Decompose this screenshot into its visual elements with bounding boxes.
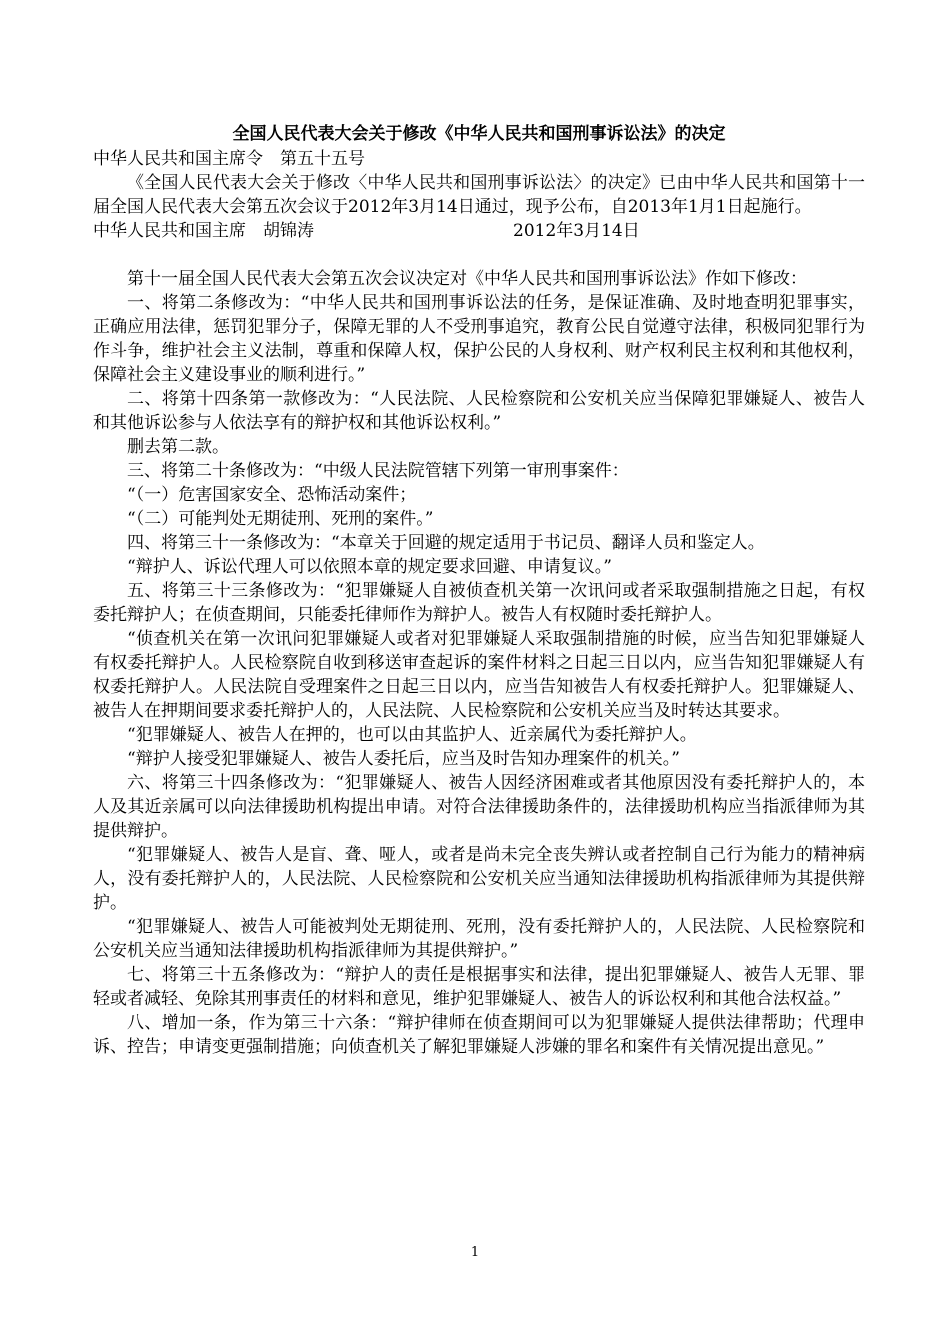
paragraph: 五、将第三十三条修改为：“犯罪嫌疑人自被侦查机关第一次讯问或者采取强制措施之日起，有权委托辩护人；在侦查期间，只能委托律师作为辩护人。被告人有权随时委托辩护人。 bbox=[93, 581, 865, 625]
signature-line bbox=[93, 219, 865, 243]
paragraph: 二、将第十四条第一款修改为：“人民法院、人民检察院和公安机关应当保障犯罪嫌疑人、被告人和其他诉讼参与人依法享有的辩护权和其他诉讼权利。” bbox=[93, 389, 865, 433]
document-body bbox=[93, 121, 865, 1059]
paragraph: “（一）危害国家安全、恐怖活动案件； bbox=[127, 485, 417, 505]
paragraph: 三、将第二十条修改为：“中级人民法院管辖下列第一审刑事案件： bbox=[127, 461, 629, 481]
paragraph: “辩护人接受犯罪嫌疑人、被告人委托后，应当及时告知办理案件的机关。” bbox=[127, 749, 680, 769]
announcement-paragraph: 《全国人民代表大会关于修改〈中华人民共和国刑事诉讼法〉的决定》已由中华人民共和国第十一届全国人民代表大会第五次会议于2012年3月14日通过，现予公布，自2013年1月1日起施行。 bbox=[93, 173, 865, 217]
page-number: 1 bbox=[470, 1245, 480, 1260]
paragraph: 八、增加一条，作为第三十六条：“辩护律师在侦查期间可以为犯罪嫌疑人提供法律帮助；代理申诉、控告；申请变更强制措施；向侦查机关了解犯罪嫌疑人涉嫌的罪名和案件有关情况提出意见。” bbox=[93, 1013, 865, 1057]
signature-name: 中华人民共和国主席 胡锦涛 bbox=[93, 221, 314, 241]
paragraph: 一、将第二条修改为：“中华人民共和国刑事诉讼法的任务，是保证准确、及时地查明犯罪事实，正确应用法律，惩罚犯罪分子，保障无罪的人不受刑事追究，教育公民自觉遵守法律，积极同犯罪行为作斗争，维护社会主义法制，尊重和保障人权，保护公民的人身权利、财产权利民主权利和其他权利，保障社会主义建设事业的顺利进行。” bbox=[93, 293, 865, 385]
paragraph: 第十一届全国人民代表大会第五次会议决定对《中华人民共和国刑事诉讼法》作如下修改： bbox=[127, 269, 807, 289]
paragraph: “侦查机关在第一次讯问犯罪嫌疑人或者对犯罪嫌疑人采取强制措施的时候，应当告知犯罪嫌疑人有权委托辩护人。人民检察院自收到移送审查起诉的案件材料之日起三日以内，应当告知犯罪嫌疑人有权委托辩护人。人民法院自受理案件之日起三日以内，应当告知被告人有权委托辩护人。犯罪嫌疑人、被告人在押期间要求委托辩护人的，人民法院、人民检察院和公安机关应当及时转达其要求。 bbox=[93, 629, 865, 721]
paragraph: “犯罪嫌疑人、被告人在押的，也可以由其监护人、近亲属代为委托辩护人。 bbox=[127, 725, 697, 745]
paragraph: “（二）可能判处无期徒刑、死刑的案件。” bbox=[127, 509, 434, 529]
signature-date: 2012年3月14日 bbox=[513, 221, 640, 241]
blank-line bbox=[93, 243, 865, 267]
paragraph: “犯罪嫌疑人、被告人是盲、聋、哑人，或者是尚未完全丧失辨认或者控制自己行为能力的精神病人，没有委托辩护人的，人民法院、人民检察院和公安机关应当通知法律援助机构指派律师为其提供辩护。 bbox=[93, 845, 865, 913]
paragraph: “辩护人、诉讼代理人可以依照本章的规定要求回避、申请复议。” bbox=[127, 557, 612, 577]
paragraph: 六、将第三十四条修改为：“犯罪嫌疑人、被告人因经济困难或者其他原因没有委托辩护人的，本人及其近亲属可以向法律援助机构提出申请。对符合法律援助条件的，法律援助机构应当指派律师为其提供辩护。 bbox=[93, 773, 865, 841]
paragraph: 七、将第三十五条修改为：“辩护人的责任是根据事实和法律，提出犯罪嫌疑人、被告人无罪、罪轻或者减轻、免除其刑事责任的材料和意见，维护犯罪嫌疑人、被告人的诉讼权利和其他合法权益。” bbox=[93, 965, 865, 1009]
paragraph: 删去第二款。 bbox=[127, 437, 229, 457]
decree-line: 中华人民共和国主席令 第五十五号 bbox=[93, 149, 365, 169]
paragraph: “犯罪嫌疑人、被告人可能被判处无期徒刑、死刑，没有委托辩护人的，人民法院、人民检察院和公安机关应当通知法律援助机构指派律师为其提供辩护。” bbox=[93, 917, 865, 961]
document-title: 全国人民代表大会关于修改《中华人民共和国刑事诉讼法》的决定 bbox=[232, 124, 726, 144]
paragraph: 四、将第三十一条修改为：“本章关于回避的规定适用于书记员、翻译人员和鉴定人。 bbox=[127, 533, 765, 553]
